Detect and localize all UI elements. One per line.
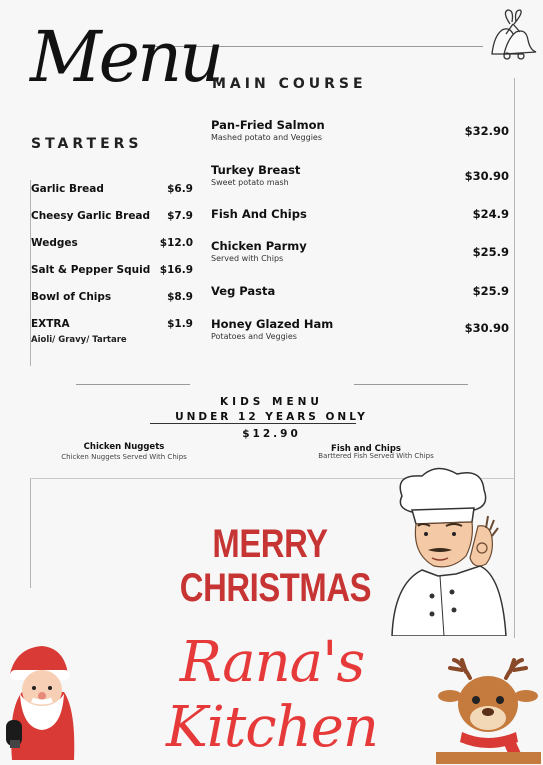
greeting-christmas: CHRISTMAS <box>179 566 372 610</box>
main-item-name: Pan-Fried Salmon <box>211 118 325 132</box>
main-item-price: $32.90 <box>464 124 509 138</box>
main-item-price: $30.90 <box>464 169 509 183</box>
main-item <box>211 118 509 148</box>
kids-item-name: Fish and Chips <box>331 444 401 454</box>
starter-item <box>31 291 193 307</box>
main-item-desc: Served with Chips <box>211 254 284 263</box>
starter-name: Cheesy Garlic Bread <box>31 210 151 222</box>
menu-title: Menu <box>30 16 222 98</box>
starter-item <box>31 183 193 199</box>
greeting-merry: MERRY <box>212 522 328 566</box>
main-course-heading: MAIN COURSE <box>212 76 367 92</box>
kids-menu-age-limit: UNDER 12 YEARS ONLY <box>175 411 368 423</box>
starter-price: $8.9 <box>167 291 193 303</box>
santa-illustration <box>2 640 82 760</box>
main-item-price: $24.9 <box>472 207 509 221</box>
reindeer-illustration <box>436 656 541 764</box>
kids-item-desc: Chicken Nuggets Served With Chips <box>61 453 187 461</box>
main-item-name: Chicken Parmy <box>211 239 307 253</box>
main-item-name: Veg Pasta <box>211 284 276 298</box>
left-border-line-lower <box>30 478 31 588</box>
christmas-bells-icon <box>480 6 540 62</box>
starter-price: $16.9 <box>159 264 193 276</box>
starter-price: $6.9 <box>167 183 193 195</box>
starters-heading: STARTERS <box>31 136 143 152</box>
kids-item-desc: Barttered Fish Served With Chips <box>318 452 434 460</box>
kids-item-name: Chicken Nuggets <box>83 442 165 452</box>
kids-divider-left <box>76 384 190 385</box>
main-item <box>211 163 509 193</box>
main-item <box>211 284 509 304</box>
main-item-price: $25.9 <box>472 245 509 259</box>
main-item <box>211 317 509 347</box>
starter-name: Salt & Pepper Squid <box>31 264 151 276</box>
main-item-desc: Potatoes and Veggies <box>211 332 297 341</box>
starter-name: EXTRA <box>31 318 70 330</box>
starter-item <box>31 264 193 280</box>
starter-name: Bowl of Chips <box>31 291 112 303</box>
main-item-price: $30.90 <box>464 321 509 335</box>
main-item-name: Turkey Breast <box>211 163 301 177</box>
starter-name: Garlic Bread <box>31 183 104 195</box>
kids-divider-right <box>354 384 468 385</box>
main-item-name: Fish And Chips <box>211 207 307 221</box>
chef-illustration <box>382 466 522 636</box>
starter-item <box>31 210 193 226</box>
starter-price: $7.9 <box>167 210 193 222</box>
starter-item <box>31 237 193 253</box>
starter-name: Wedges <box>31 237 78 249</box>
starter-price: $1.9 <box>167 318 193 330</box>
kids-underline <box>150 423 356 424</box>
main-item <box>211 239 509 269</box>
main-item-name: Honey Glazed Ham <box>211 317 334 331</box>
restaurant-name: Rana's Kitchen <box>166 630 378 760</box>
kids-menu-price: $12.90 <box>242 428 301 440</box>
kids-menu-heading: KIDS MENU <box>220 396 323 408</box>
main-item <box>211 207 509 227</box>
main-item-desc: Sweet potato mash <box>211 178 289 187</box>
main-item-price: $25.9 <box>472 284 509 298</box>
starter-item <box>31 318 193 334</box>
main-item-desc: Mashed potato and Veggies <box>211 133 323 142</box>
extra-sauces-note: Aioli/ Gravy/ Tartare <box>31 335 127 345</box>
starter-price: $12.0 <box>159 237 193 249</box>
